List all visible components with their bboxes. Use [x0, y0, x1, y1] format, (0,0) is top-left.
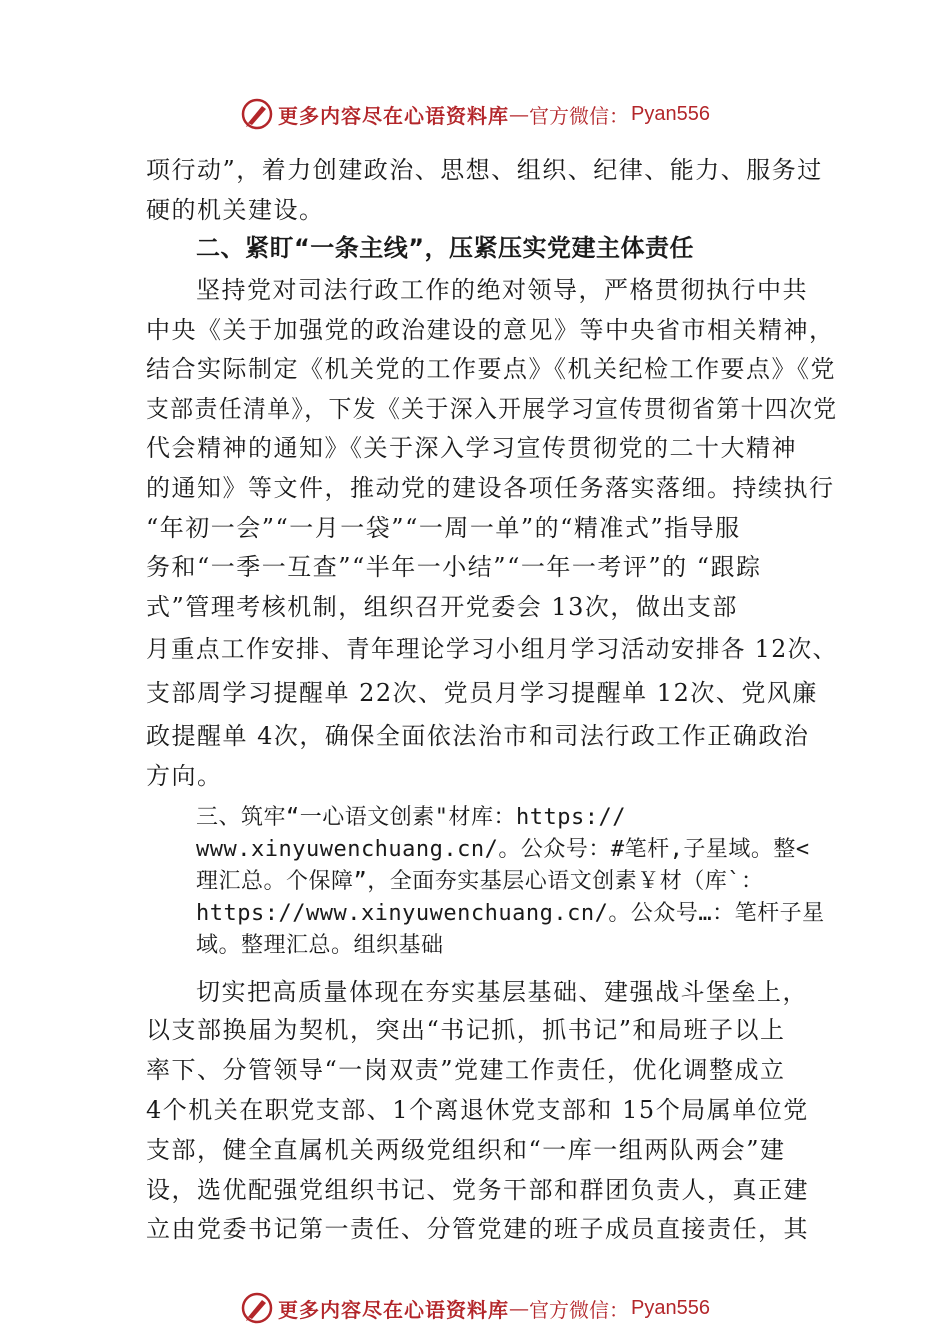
text-line: 的通知》等文件，推动党的建设各项任务落实落细。持续执行 [146, 474, 835, 502]
text-line: 务和“一季一互查”“半年一小结”“一年一考评”的 “跟踪 [146, 553, 762, 581]
header-banner [0, 92, 950, 136]
section-heading-line: 三、筑牢“一心语文创素"材库：https:// [196, 805, 626, 830]
text-line: 率下、分管领导“一岗双责”党建工作责任，优化调整成立 [146, 1056, 786, 1084]
text-line: 式”管理考核机制，组织召开党委会 13次，做出支部 [146, 593, 738, 621]
text-line: 政提醒单 4次，确保全面依法治市和司法行政工作正确政治 [146, 722, 810, 750]
text-line: 支部，健全直属机关两级党组织和“一库一组两队两会”建 [146, 1136, 786, 1164]
text-line: 项行动”，着力创建政治、思想、组织、纪律、能力、服务过 [146, 156, 823, 184]
banner-wechat-label: 官方微信： [529, 103, 630, 128]
text-line: 方向。 [146, 762, 223, 790]
text-line: 支部责任清单》，下发《关于深入开展学习宣传贯彻省第十四次党 [146, 395, 838, 423]
pen-circle-icon [240, 1291, 274, 1325]
banner-separator: — [509, 1296, 530, 1320]
banner-title: 更多内容尽在心语资料库 [278, 103, 510, 128]
banner-separator: — [509, 102, 530, 126]
pen-circle-icon [240, 97, 274, 131]
text-line: 4个机关在职党支部、1个离退休党支部和 15个局属单位党 [146, 1096, 809, 1124]
section-heading: 二、紧盯“一条主线”，压紧压实党建主体责任 [196, 234, 695, 262]
text-line: 支部周学习提醒单 22次、党员月学习提醒单 12次、党风廉 [146, 679, 818, 707]
section-heading-line: https://www.xinyuwenchuang.cn/。公众号…：笔杆子星 [196, 901, 825, 926]
text-line: 立由党委书记第一责任、分管党建的班子成员直接责任，其 [146, 1215, 809, 1243]
text-line: 切实把高质量体现在夯实基层基础、建强战斗堡垒上， [196, 978, 808, 1006]
text-line: 代会精神的通知》《关于深入学习宣传贯彻党的二十大精神 [146, 434, 797, 462]
text-line: 设，选优配强党组织书记、党务干部和群团负责人，真正建 [146, 1176, 809, 1204]
text-line: 坚持党对司法行政工作的绝对领导，严格贯彻执行中共 [196, 276, 808, 304]
section-heading-line: www.xinyuwenchuang.cn/。公众号：#笔杆,子星域。整< [196, 837, 810, 862]
banner-title: 更多内容尽在心语资料库 [278, 1297, 510, 1322]
section-heading-line: 理汇总。个保障”，全面夯实基层心语文创素￥材（库`： [196, 869, 764, 894]
section-heading-line: 域。整理汇总。组织基础 [196, 933, 444, 958]
banner-wechat-id: Pyan556 [631, 102, 710, 125]
banner-wechat-label: 官方微信： [529, 1297, 630, 1322]
text-line: “年初一会”“一月一袋”“一周一单”的“精准式”指导服 [146, 514, 741, 542]
footer-banner [0, 1286, 950, 1330]
text-line: 中央《关于加强党的政治建设的意见》等中央省市相关精神， [146, 316, 835, 344]
banner-wechat-id: Pyan556 [631, 1296, 710, 1319]
text-line: 以支部换届为契机，突出“书记抓，抓书记”和局班子以上 [146, 1016, 786, 1044]
text-line: 月重点工作安排、青年理论学习小组月学习活动安排各 12次、 [146, 635, 838, 663]
text-line: 结合实际制定《机关党的工作要点》《机关纪检工作要点》《党 [146, 355, 836, 383]
text-line: 硬的机关建设。 [146, 196, 325, 224]
